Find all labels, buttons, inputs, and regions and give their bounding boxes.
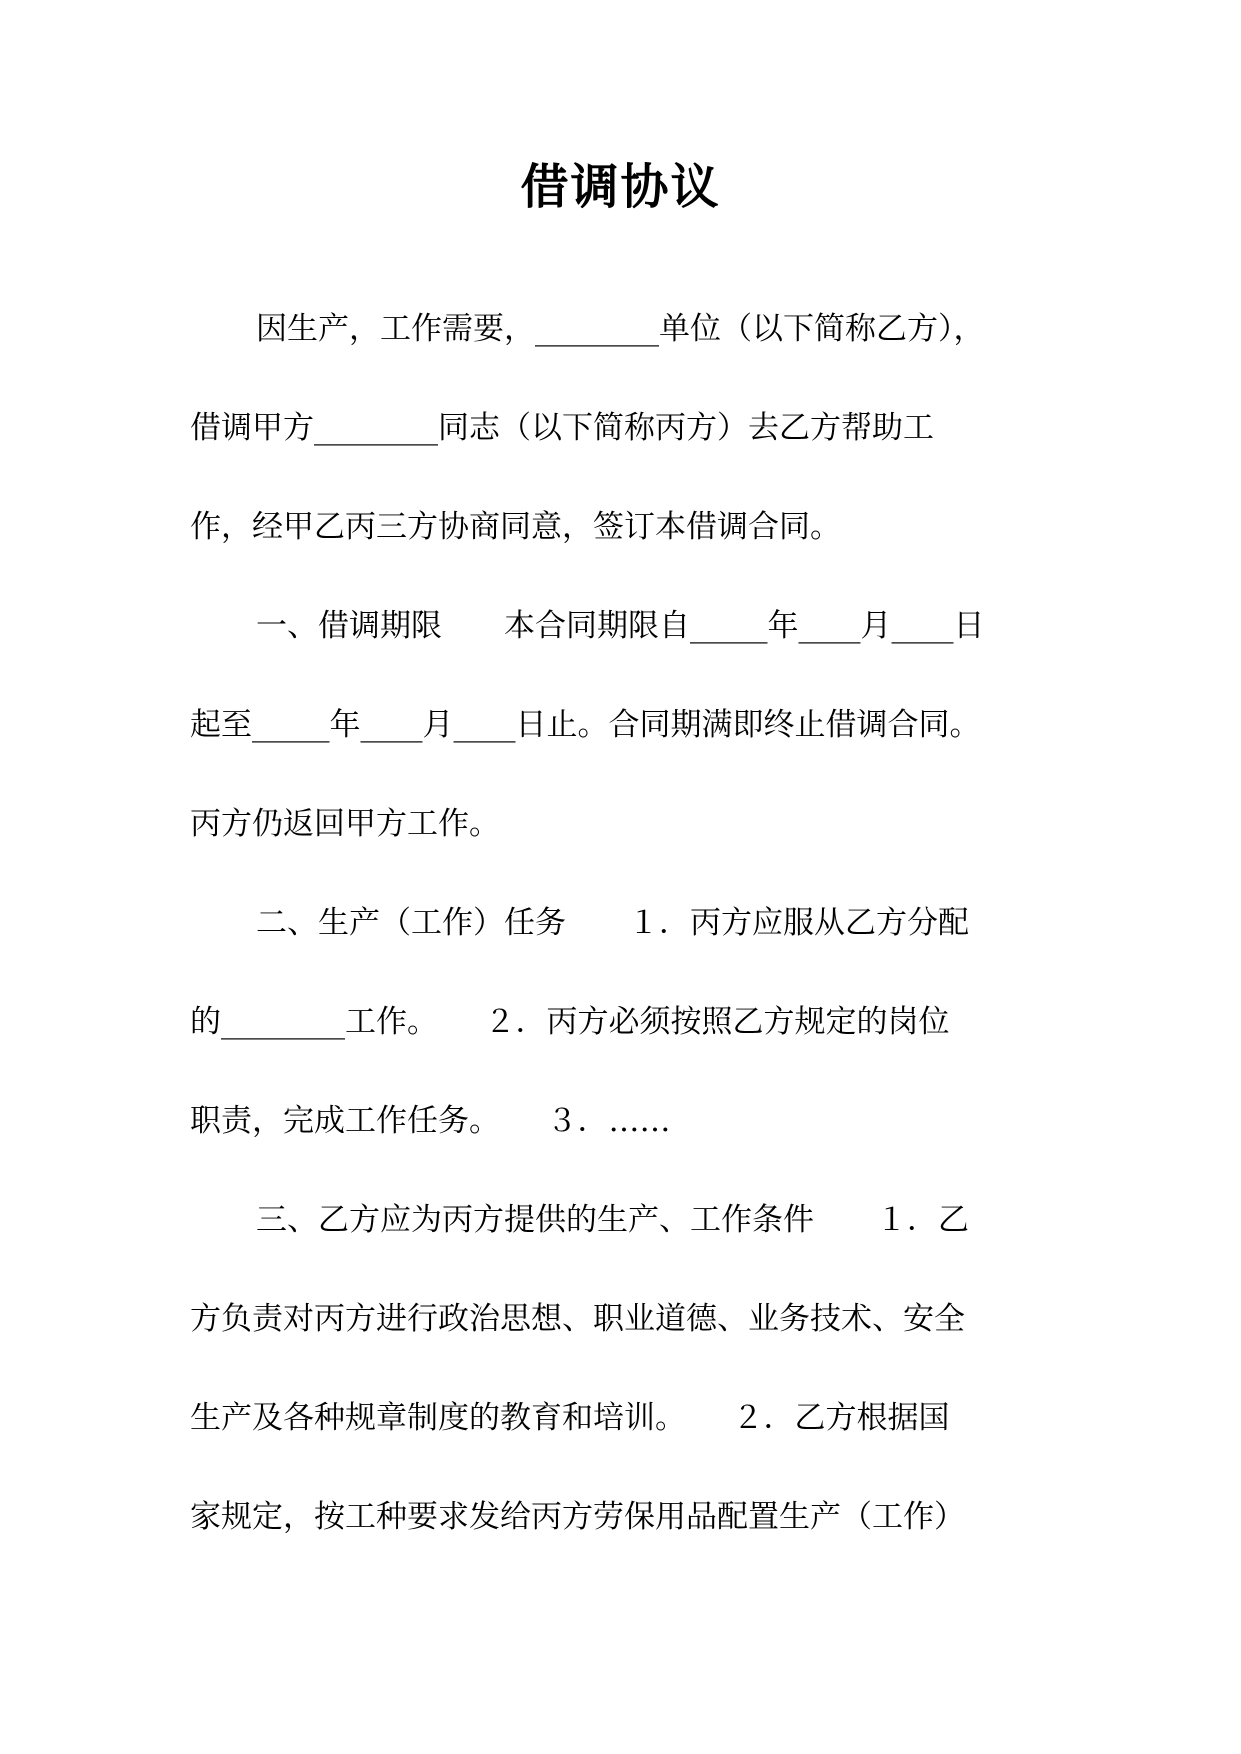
paragraph-line: 起至_____年____月____日止。合同期满即终止借调合同。 [190, 707, 981, 743]
paragraph-line: 生产及各种规章制度的教育和培训。 ２．乙方根据国 [190, 1400, 950, 1436]
paragraph-line: 借调甲方________同志（以下简称丙方）去乙方帮助工 [190, 410, 934, 446]
paragraph-line: 的________工作。 ２．丙方必须按照乙方规定的岗位 [190, 1004, 950, 1040]
document-title: 借调协议 [520, 159, 721, 215]
paragraph-line: 家规定，按工种要求发给丙方劳保用品配置生产（工作） [190, 1499, 965, 1535]
section-heading-line: 二、生产（工作）任务 １．丙方应服从乙方分配 [256, 905, 969, 941]
paragraph-line: 职责，完成工作任务。 ３．…… [190, 1103, 671, 1139]
section-heading-line: 一、借调期限 本合同期限自_____年____月____日 [256, 608, 985, 644]
paragraph-line: 作，经甲乙丙三方协商同意，签订本借调合同。 [190, 509, 841, 545]
section-heading-line: 三、乙方应为丙方提供的生产、工作条件 １．乙 [256, 1202, 969, 1238]
paragraph-line: 方负责对丙方进行政治思想、职业道德、业务技术、安全 [190, 1301, 965, 1337]
paragraph-line: 因生产，工作需要，________单位（以下简称乙方）， [256, 311, 985, 347]
paragraph-line: 丙方仍返回甲方工作。 [190, 806, 500, 842]
